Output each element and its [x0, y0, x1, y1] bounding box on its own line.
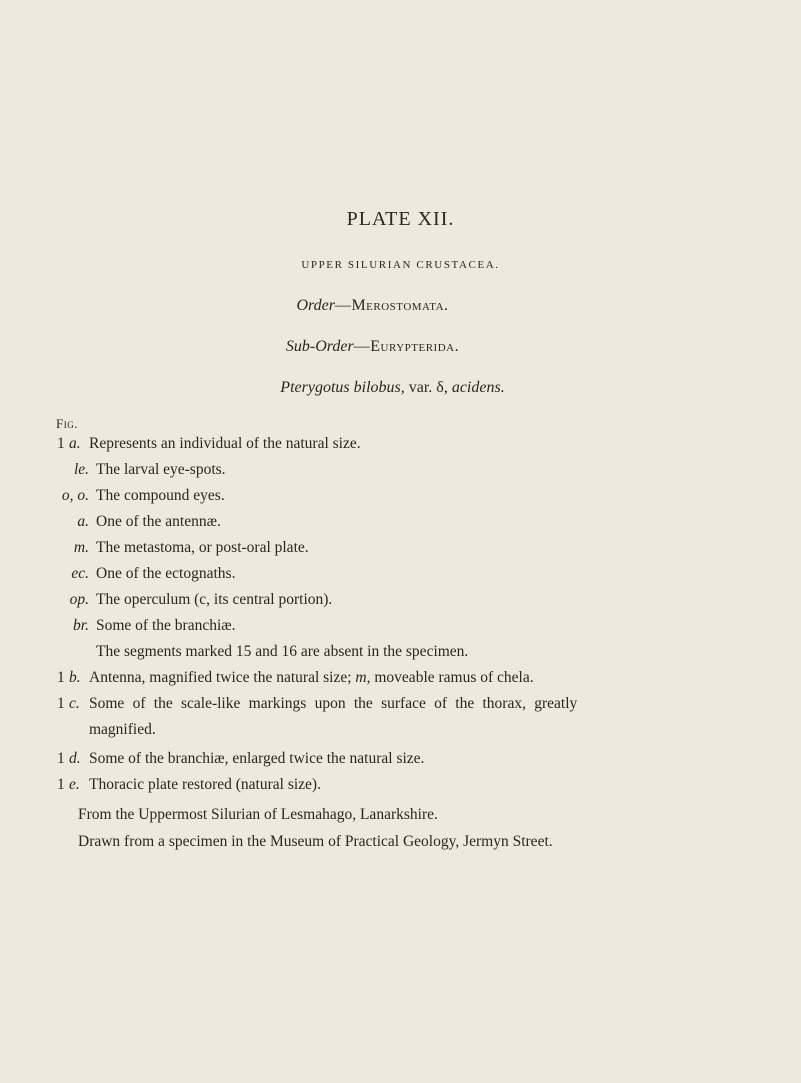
fig-1b-desc-b: moveable ramus of chela.	[374, 669, 534, 686]
fig-1d-number: 1	[57, 750, 65, 767]
fig-1b-desc-a: Antenna, magnified twice the natural size;	[89, 669, 352, 686]
fig-1c-number: 1	[57, 695, 65, 712]
fig-1a-desc: Represents an individual of the natural size.	[89, 435, 361, 452]
suborder-value: —Eurypterida.	[353, 338, 460, 355]
fig-1b-key: b.	[69, 669, 81, 686]
sub-item-key: op.	[69, 591, 89, 608]
segments-note: The segments marked 15 and 16 are absent in the specimen.	[96, 643, 469, 660]
fig-1a-number: 1	[57, 435, 65, 452]
sub-item-desc: One of the antennæ.	[96, 513, 221, 530]
source-line: Drawn from a specimen in the Museum of Practical Geology, Jermyn Street.	[78, 833, 553, 850]
species-name: acidens.	[451, 379, 505, 396]
fig-1e-key: e.	[69, 776, 80, 793]
sub-item-key: br.	[73, 617, 89, 634]
fig-1b-desc	[89, 669, 534, 687]
fig-header: Fig.	[56, 416, 78, 431]
order-value: —Merostomata.	[334, 297, 449, 314]
fig-1b-desc-m: m,	[355, 669, 371, 686]
species-genus: Pterygotus bilobus,	[280, 379, 405, 396]
sub-item-key: le.	[73, 461, 89, 478]
sub-item-key: a.	[77, 513, 89, 530]
sub-item-key: ec.	[71, 565, 89, 582]
species-line	[0, 379, 793, 397]
suborder-line	[0, 338, 773, 356]
fig-1c-key: c.	[69, 695, 80, 712]
locality-line: From the Uppermost Silurian of Lesmahago, Lanarkshire.	[78, 806, 438, 823]
order-line	[0, 297, 773, 315]
sub-item-desc: The larval eye-spots.	[96, 461, 226, 478]
plate-title: PLATE XII.	[346, 208, 455, 230]
order-label: Order	[296, 297, 335, 314]
plate-subtitle: UPPER SILURIAN CRUSTACEA.	[301, 259, 500, 271]
fig-1e-number: 1	[57, 776, 65, 793]
sub-item-key: o, o.	[61, 487, 89, 504]
sub-item-desc: Some of the branchiæ.	[96, 617, 236, 634]
fig-1d-desc: Some of the branchiæ, enlarged twice the natural size.	[89, 750, 425, 767]
sub-item-desc: One of the ectognaths.	[96, 565, 236, 582]
fig-1a-key: a.	[69, 435, 81, 452]
fig-1e-desc: Thoracic plate restored (natural size).	[89, 776, 321, 793]
sub-item-desc: The metastoma, or post-oral plate.	[96, 539, 309, 556]
suborder-label: Sub-Order	[285, 338, 354, 355]
fig-1d-key: d.	[69, 750, 81, 767]
fig-1b-number: 1	[57, 669, 65, 686]
sub-item-key: m.	[73, 539, 89, 556]
fig-1c-desc-cont: magnified.	[89, 721, 156, 738]
fig-1c-desc: Some of the scale-like markings upon the surface of the thorax, greatly	[89, 695, 578, 712]
sub-item-desc: The compound eyes.	[96, 487, 225, 504]
species-var: var. δ,	[404, 379, 452, 396]
sub-item-desc: The operculum (c, its central portion).	[96, 591, 333, 608]
